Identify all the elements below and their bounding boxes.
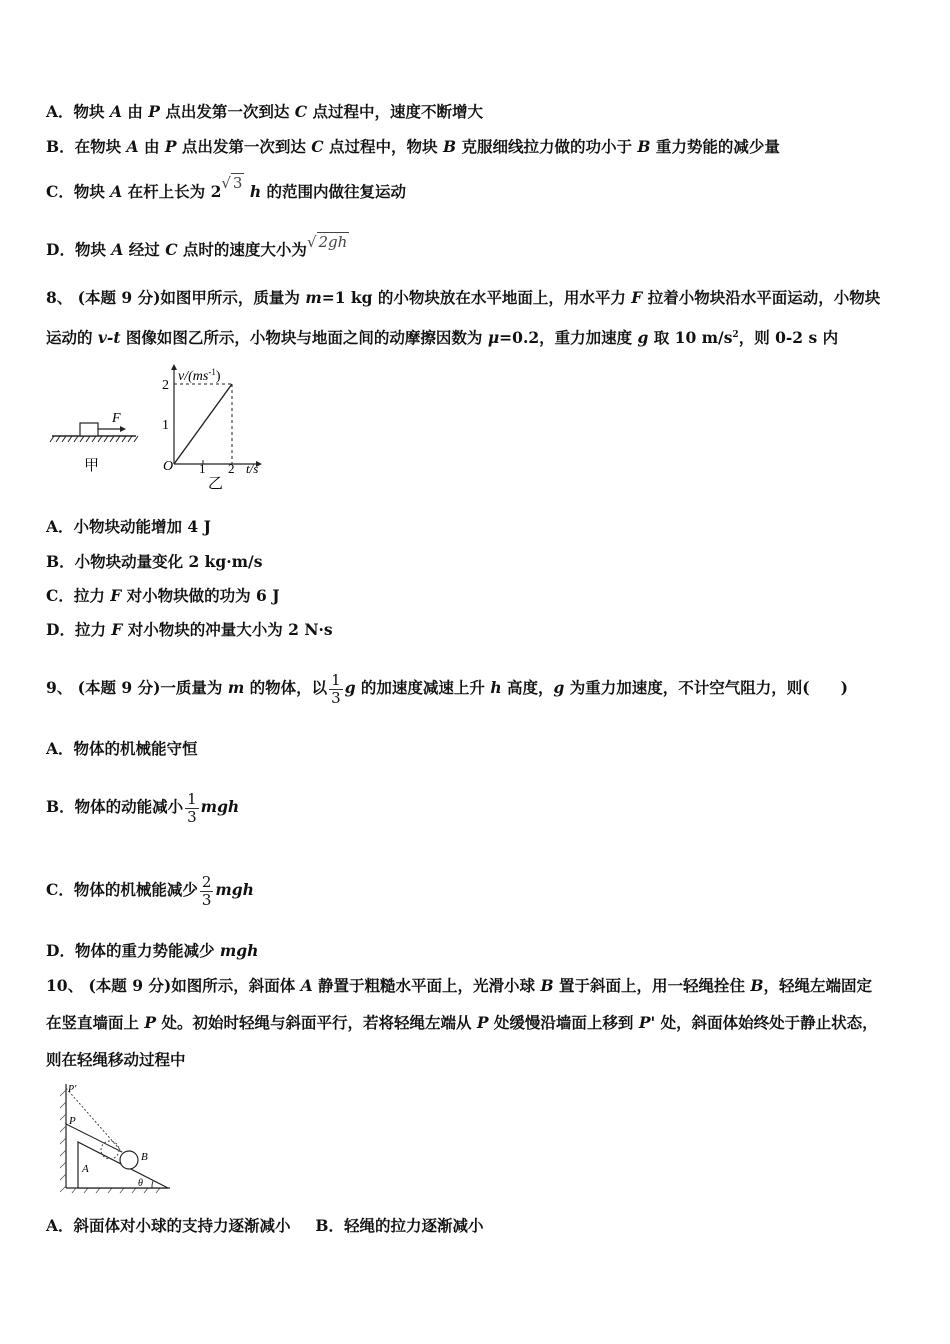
vt-series-line: [174, 384, 232, 464]
q9-option-d: D．物体的重力势能减少 mgh: [46, 941, 259, 960]
x-tick-label-1: 1: [199, 461, 206, 476]
q8-stem-line2: 运动的 v-t 图像如图乙所示，小物块与地面之间的动摩擦因数为 μ=0.2，重力加速度 g 取 10 $m/s^2$，则 0-2 s 内: [46, 328, 839, 348]
ground-hatch: [50, 436, 138, 442]
q8-option-d: D．拉力 F 对小物块的冲量大小为 2 N·s: [46, 620, 333, 639]
q10-stem-line1: 10、 (本题 9 分)如图所示，斜面体 A 静置于粗糙水平面上，光滑小球 B 置于斜面上，用一轻绳拴住 B，轻绳左端固定: [46, 976, 872, 995]
q7-option-d: D．物块 A 经过 C 点时的速度大小为√ 2gh: [46, 233, 348, 259]
label-p: P: [69, 1115, 76, 1127]
ball-b: [120, 1151, 138, 1169]
q9-option-c: C．物体的机械能减少 $\frac{2}{3}$ mgh: [46, 872, 254, 909]
sqrt-3: √ 3: [221, 174, 243, 192]
label-a: A: [82, 1163, 89, 1175]
q10-stem-line3: 则在轻绳移动过程中: [46, 1050, 186, 1069]
block: [80, 423, 98, 436]
q8-option-a: A．小物块动能增加 4 J: [46, 517, 211, 536]
sqrt-2gh: √ 2gh: [306, 233, 348, 251]
y-tick-label-2: 2: [162, 378, 169, 393]
q10-stem-line2: 在竖直墙面上 P 处。初始时轻绳与斜面平行，若将轻绳左端从 P 处缓慢沿墙面上移到 P' 处，斜面体始终处于静止状态，: [46, 1013, 878, 1032]
fraction-1-3: $\frac{1}{3}$: [187, 789, 197, 826]
y-tick-label-1: 1: [162, 418, 169, 433]
fig-yi-caption: 乙: [208, 476, 224, 490]
ground-hatch: [72, 1188, 160, 1193]
q10-options-ab: [46, 1216, 483, 1236]
force-label: F: [112, 411, 121, 426]
rope-initial: [66, 1124, 122, 1152]
q8-figure-jia: [48, 400, 148, 480]
q7-option-b: B．在物块 A 由 P 点出发第一次到达 C 点过程中，物块 B 克服细线拉力做的功小于 B 重力势能的减少量: [46, 137, 780, 156]
label-theta: θ: [138, 1178, 143, 1189]
q7-option-c: C．物块 A 在杆上长为 2√ 3 h 的范围内做往复运动: [46, 174, 407, 201]
y-axis-label: $v/(ms^{-1})$: [178, 367, 221, 384]
q9-stem: 9、 (本题 9 分)一质量为 m 的物体，以 $\frac{1}{3}$ g 的加速度减速上升 h 高度，g 为重力加速度，不计空气阻力，则( ): [46, 670, 848, 707]
origin-label: O: [163, 459, 174, 474]
q9-option-b: B．物体的动能减小 $\frac{1}{3}$ mgh: [46, 789, 240, 826]
q8-stem-line1: 8、 (本题 9 分)如图甲所示，质量为 m=1 kg 的小物块放在水平地面上，用水平力 F 拉着小物块沿水平面运动，小物块: [46, 288, 881, 307]
x-axis-label: t/s: [246, 461, 259, 476]
q8-vt-chart: [158, 360, 268, 490]
q8-option-c: C．拉力 F 对小物块做的功为 6 J: [46, 586, 280, 605]
fraction-2-3: $\frac{2}{3}$: [201, 872, 212, 909]
q9-option-a: A．物体的机械能守恒: [46, 739, 198, 758]
ball-ghost: [101, 1141, 119, 1159]
label-p-prime: P': [68, 1084, 77, 1095]
fig-jia-caption: 甲: [84, 458, 100, 474]
q10-option-a: A．斜面体对小球的支持力逐渐减小: [46, 1216, 291, 1235]
x-tick-label-2: 2: [228, 461, 235, 476]
q10-option-b: B．轻绳的拉力逐渐减小: [315, 1216, 484, 1235]
q8-option-b: B．小物块动量变化 2 kg·m/s: [46, 552, 263, 571]
wall-hatch: [60, 1090, 66, 1192]
q7-option-a: A．物块 A 由 P 点出发第一次到达 C 点过程中，速度不断增大: [46, 102, 483, 121]
label-b: B: [141, 1151, 148, 1163]
fraction-1-3: $\frac{1}{3}$: [331, 670, 341, 707]
q10-figure: [56, 1080, 176, 1198]
